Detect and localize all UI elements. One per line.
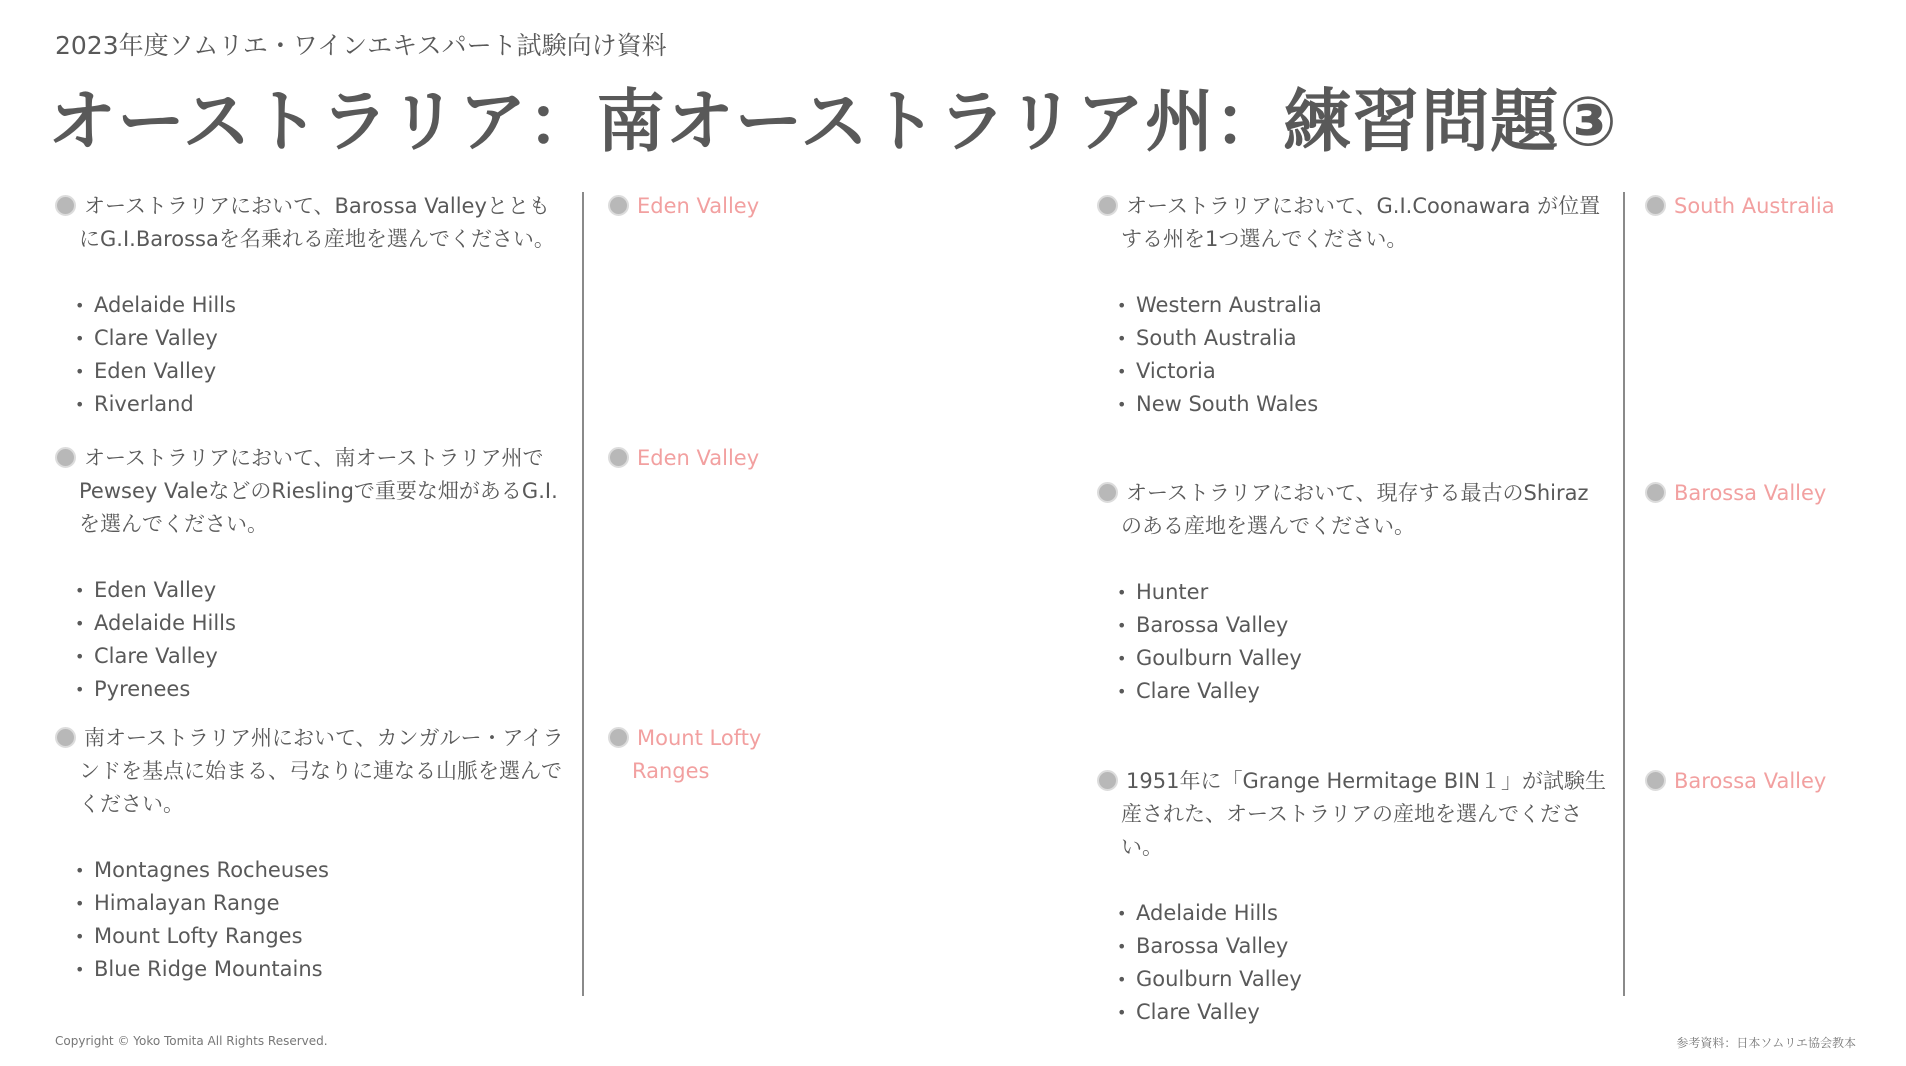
- option-list: [55, 289, 565, 421]
- question-6: [1097, 765, 1607, 1029]
- bullet-dot-icon: [1097, 195, 1118, 216]
- bullet-dot-icon: [55, 727, 76, 748]
- answer-4: [1645, 190, 1865, 223]
- option-item: • Hunter: [1097, 576, 1607, 609]
- question-text: オーストラリアにおいて、南オーストラリア州でPewsey ValeなどのRieslingで重要な畑があるG.I.を選んでください。: [79, 446, 558, 536]
- option-item: • Adelaide Hills: [55, 289, 565, 322]
- bullet-dot-icon: [55, 447, 76, 468]
- answer-text: Barossa Valley: [1674, 769, 1827, 793]
- option-item: • Adelaide Hills: [1097, 897, 1607, 930]
- question-text: 1951年に「Grange Hermitage BIN１」が試験生産された、オーストラリアの産地を選んでください。: [1121, 769, 1607, 859]
- answer-text: South Australia: [1674, 194, 1835, 218]
- option-item: • Western Australia: [1097, 289, 1607, 322]
- answer-text: Eden Valley: [637, 194, 760, 218]
- option-list: [1097, 289, 1607, 421]
- answer-text: Mount Lofty Ranges: [632, 726, 762, 783]
- bullet-dot-icon: [55, 195, 76, 216]
- option-list: [55, 854, 565, 986]
- option-item: • Eden Valley: [55, 574, 565, 607]
- answer-1: [608, 190, 778, 223]
- question-3: [55, 722, 565, 986]
- question-text: オーストラリアにおいて、Barossa ValleyとともにG.I.Barossaを名乗れる産地を選んでください。: [79, 194, 555, 251]
- option-list: [55, 574, 565, 706]
- option-item: • New South Wales: [1097, 388, 1607, 421]
- question-5: [1097, 477, 1607, 708]
- option-item: • Goulburn Valley: [1097, 642, 1607, 675]
- question-text: 南オーストラリア州において、カンガルー・アイランドを基点に始まる、弓なりに連なる山脈を選んでください。: [79, 726, 564, 816]
- option-item: • Clare Valley: [1097, 996, 1607, 1029]
- option-item: • Blue Ridge Mountains: [55, 953, 565, 986]
- page-subtitle: 2023年度ソムリエ・ワインエキスパート試験向け資料: [55, 31, 667, 60]
- answer-text: Eden Valley: [637, 446, 760, 470]
- bullet-dot-icon: [1645, 195, 1666, 216]
- bullet-dot-icon: [1097, 770, 1118, 791]
- question-text: オーストラリアにおいて、G.I.Coonawara が位置する州を1つ選んでください。: [1121, 194, 1601, 251]
- option-item: • Clare Valley: [55, 640, 565, 673]
- question-4: [1097, 190, 1607, 421]
- column-divider-right: [1623, 192, 1625, 996]
- answer-2: [608, 442, 778, 475]
- copyright-notice: Copyright © Yoko Tomita All Rights Reserved.: [55, 1034, 328, 1048]
- bullet-dot-icon: [1097, 482, 1118, 503]
- answer-3: [608, 722, 768, 788]
- option-item: • Barossa Valley: [1097, 930, 1607, 963]
- option-item: • Victoria: [1097, 355, 1607, 388]
- bullet-dot-icon: [608, 447, 629, 468]
- option-item: • Riverland: [55, 388, 565, 421]
- option-item: • Clare Valley: [55, 322, 565, 355]
- reference-note: 参考資料：日本ソムリエ協会教本: [1676, 1036, 1856, 1050]
- bullet-dot-icon: [608, 195, 629, 216]
- option-item: • Goulburn Valley: [1097, 963, 1607, 996]
- bullet-dot-icon: [1645, 770, 1666, 791]
- question-1: [55, 190, 565, 421]
- option-item: • Barossa Valley: [1097, 609, 1607, 642]
- option-list: [1097, 897, 1607, 1029]
- answer-5: [1645, 477, 1865, 510]
- option-item: • Adelaide Hills: [55, 607, 565, 640]
- option-item: • Himalayan Range: [55, 887, 565, 920]
- question-text: オーストラリアにおいて、現存する最古のShirazのある産地を選んでください。: [1121, 481, 1589, 538]
- answer-6: [1645, 765, 1865, 798]
- option-list: [1097, 576, 1607, 708]
- question-2: [55, 442, 565, 706]
- column-divider-left: [582, 192, 584, 996]
- bullet-dot-icon: [1645, 482, 1666, 503]
- option-item: • Montagnes Rocheuses: [55, 854, 565, 887]
- bullet-dot-icon: [608, 727, 629, 748]
- option-item: • South Australia: [1097, 322, 1607, 355]
- option-item: • Eden Valley: [55, 355, 565, 388]
- option-item: • Clare Valley: [1097, 675, 1607, 708]
- option-item: • Mount Lofty Ranges: [55, 920, 565, 953]
- answer-text: Barossa Valley: [1674, 481, 1827, 505]
- page-title: オーストラリア：南オーストラリア州：練習問題③: [48, 83, 1618, 162]
- option-item: • Pyrenees: [55, 673, 565, 706]
